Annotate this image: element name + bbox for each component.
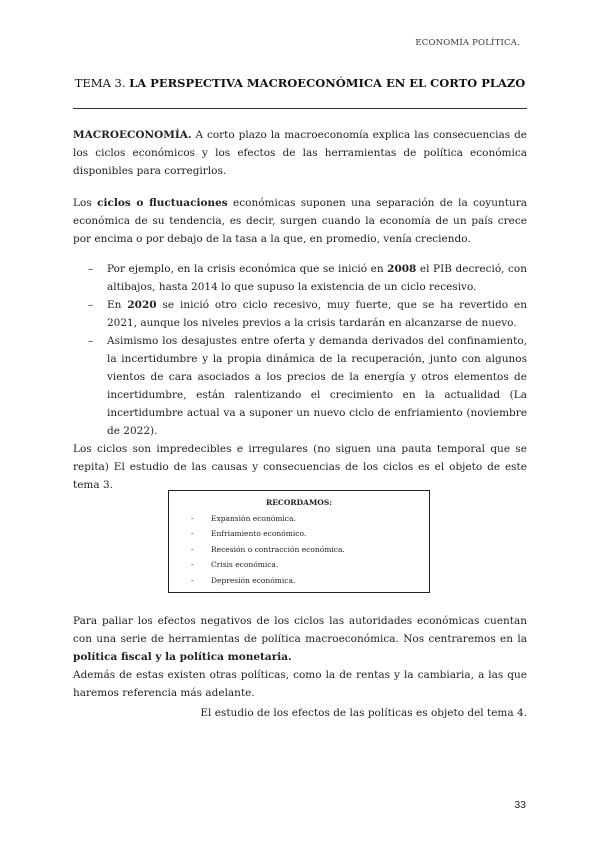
cycles-paragraph	[73, 194, 527, 248]
intro-text: A corto plazo la macroeconomía explica las consecuencias de los ciclos económicos y los efectos de las herramientas de política económica disponibles para corregirlos.	[73, 129, 527, 177]
list-dash: –	[88, 335, 94, 347]
cycles-text: económicas suponen una separación de la coyuntura económica de su tendencia, es decir, surgen cuando la economía de un país crece por encima o por debajo de la tasa a la que, en promedio, venía creciendo.	[73, 197, 527, 245]
title-underline	[73, 108, 527, 109]
policy-paragraph	[73, 612, 527, 666]
list-item: - Enfriamiento económico.	[191, 529, 307, 538]
policy-emphasis: política fiscal y la política monetaria.	[73, 651, 292, 663]
next-topic-note: El estudio de los efectos de las políticas es objeto del tema 4.	[200, 707, 527, 719]
other-policies-paragraph: Además de estas existen otras políticas, como la de rentas y la cambiaria, a las que haremos referencia más adelante.	[73, 669, 527, 699]
list-item: – Asimismo los desajustes entre oferta y demanda derivados del confinamiento, la incertidumbre y la propia dinámica de la recuperación, junto con algunos vientos de cara asociados a los precios de la energía y otros elementos de incertidumbre, están ralentizando el crecimiento en la actualidad (La incertidumbre actual va a suponer un nuevo ciclo de enfriamiento (noviembre de 2022).	[88, 332, 527, 440]
cycles-lead: Los	[73, 197, 98, 209]
chapter-heading: LA PERSPECTIVA MACROECONÓMICA EN EL CORTO PLAZO	[129, 76, 526, 90]
intro-paragraph	[73, 126, 527, 180]
list-item: - Recesión o contracción económica.	[191, 544, 345, 554]
list-dash: –	[88, 299, 94, 311]
examples-list	[88, 260, 527, 440]
cycles-term: ciclos o fluctuaciones	[97, 197, 228, 209]
list-dash: –	[88, 263, 94, 275]
list-item: - Depresión económica.	[191, 575, 296, 585]
chapter-title	[73, 76, 527, 90]
reminder-list	[169, 511, 429, 589]
running-header: ECONOMÍA POLÍTICA.	[415, 38, 520, 48]
chapter-number: TEMA 3.	[74, 76, 126, 90]
reminder-title: RECORDAMOS:	[265, 498, 333, 507]
list-item: – En 2020 se inició otro ciclo recesivo, muy fuerte, que se ha revertido en 2021, aunque los niveles previos a la crisis tardarán en alcanzarse de nuevo.	[88, 296, 527, 332]
policy-text: Para paliar los efectos negativos de los ciclos las autoridades económicas cuentan con una serie de herramientas de política macroeconómica. Nos centraremos en la	[73, 615, 527, 645]
intro-term: MACROECONOMÍA.	[73, 129, 192, 141]
unpredictable-paragraph: Los ciclos son impredecibles e irregulares (no siguen una pauta temporal que se repita) El estudio de las causas y consecuencias de los ciclos es el objeto de este tema 3.	[73, 443, 527, 491]
reminder-box	[168, 490, 430, 593]
list-item: - Crisis económica.	[191, 560, 279, 569]
list-item: – Por ejemplo, en la crisis económica que se inició en 2008 el PIB decreció, con altibajos, hasta 2014 lo que supuso la existencia de un ciclo recesivo.	[88, 260, 527, 296]
list-item: - Expansión económica.	[191, 513, 296, 523]
page-number: 33	[514, 799, 526, 811]
